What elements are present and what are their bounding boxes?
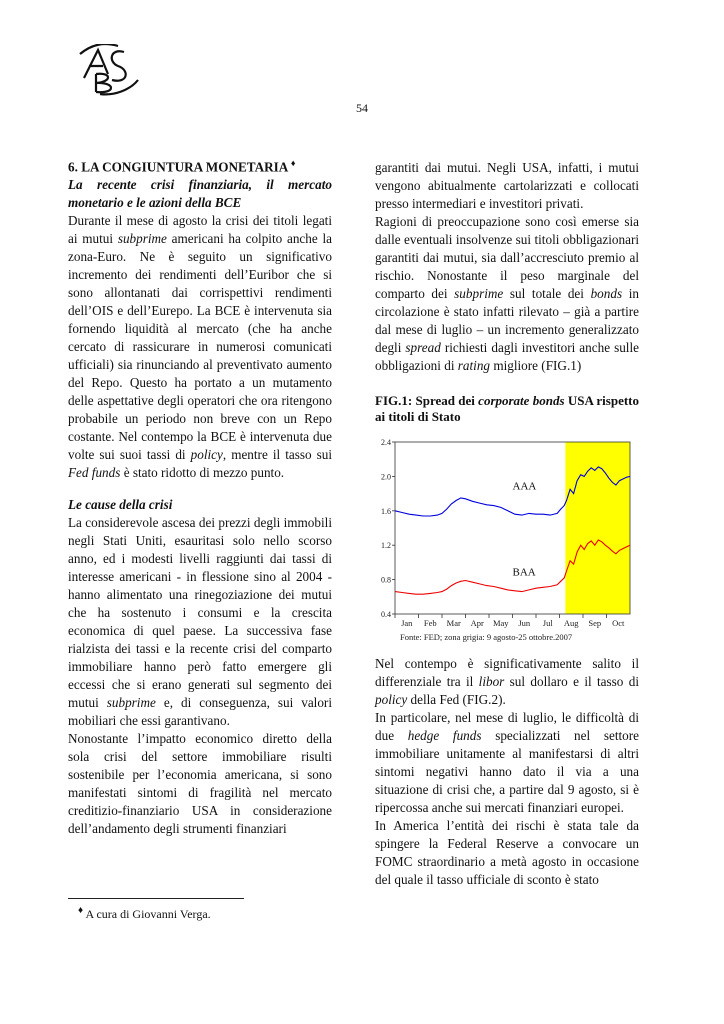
- text-run: FIG.1: Spread dei: [375, 393, 479, 408]
- paragraph: [68, 514, 332, 730]
- text-run: e, di conseguenza, sui valori mobiliari che essi garantivano.: [68, 695, 332, 729]
- text-run-italic: policy: [190, 447, 223, 463]
- y-tick-label: 1.2: [381, 541, 391, 551]
- text-run: sul dollaro e il tasso di: [504, 674, 639, 689]
- footnote: [78, 905, 211, 922]
- series-label-aaa: AAA: [512, 480, 537, 493]
- footnote-rule: [68, 898, 244, 899]
- page-number: 54: [356, 101, 368, 115]
- text-run-italic: policy: [375, 692, 408, 707]
- paragraph: [375, 655, 639, 709]
- figure-title: [375, 393, 639, 425]
- text-run: In particolare, nel mese di luglio, le difficoltà di due: [375, 710, 639, 743]
- text-run: USA rispetto ai titoli di Stato: [375, 393, 639, 424]
- text-run: La considerevole ascesa dei prezzi degli immobili negli Stati Uniti, esauritasi solo nello scorso anno, ed i modesti livelli raggiunti dai tassi di interesse americani - in flessione sino al 2004 - hanno alimentato una rinegoziazione dei mutui che ha sostenuto i consumi e la crescita economica di quel paese. La successiva fase rialzista dei tassi e la recente crisi del comparto immobiliare hanno però fatto emergere gli eccessi che si erano generati sul segmento dei mutui: [68, 515, 332, 711]
- text-run-italic: corporate bonds: [478, 393, 565, 408]
- section-title-text: 6. LA CONGIUNTURA MONETARIA: [68, 159, 288, 175]
- text-run-italic: spread: [405, 340, 441, 355]
- section-subtitle: La recente crisi finanziaria, il mercato monetario e le azioni della BCE: [68, 177, 332, 211]
- y-tick-label: 2.0: [381, 472, 391, 482]
- x-tick-label: Jan: [401, 618, 413, 628]
- y-tick-label: 0.4: [381, 610, 391, 619]
- paragraph: garantiti dai mutui. Negli USA, infatti, i mutui vengono abitualmente cartolarizzati e collocati presso intermediari e investitori privati.: [375, 160, 639, 211]
- y-tick-label: 2.4: [381, 438, 391, 447]
- y-tick-label: 0.8: [381, 575, 391, 585]
- x-tick-label: Jun: [518, 618, 531, 628]
- text-run: migliore (FIG.1): [490, 358, 582, 373]
- text-run: è stato ridotto di mezzo punto.: [120, 465, 285, 481]
- x-tick-label: Jul: [542, 618, 553, 628]
- text-run: specializzati nel settore immobiliare unitamente al manifestarsi di altri sintomi negativi hanno dato il via a una situazione di crisi che, a partire dal 9 agosto, si è ripercossa anche sui mercati finanziari europei.: [375, 728, 639, 815]
- x-tick-label: Sep: [588, 618, 602, 628]
- section-title: [68, 154, 332, 176]
- text-run: sul totale dei: [503, 286, 591, 301]
- y-tick-label: 1.6: [381, 506, 391, 516]
- text-run-italic: hedge funds: [407, 728, 482, 743]
- paragraph: Nonostante l’impatto economico diretto della sola crisi del settore immobiliare risulti sostenibile per l’economia americana, si sono manifestati sintomi di fragilità nel mercato creditizio-finanziario USA in considerazione dell’andamento degli strumenti finanziari: [68, 731, 332, 837]
- paragraph: [375, 709, 639, 817]
- x-tick-label: Apr: [470, 618, 484, 628]
- footnote-marker: ♦: [290, 158, 296, 168]
- text-run: americani ha colpito anche la zona-Euro. Ne è seguito un significativo incremento dei rendimenti dell’Euribor che si sono allontanati dai corrispettivi rendimenti dell’OIS e dell’Eurepo. La BCE è intervenuta sia fornendo liquidità al mercato (che ha anche cercato di rassicurare in numerosi comunicati ufficiali) sia rinunciando al preventivato aumento del Repo. Questo ha portato a un mutamento delle aspettative degli operatori che ora ritengono probabile un periodo non breve con un Repo costante. Nel contempo la BCE è intervenuta due volte sui suoi tassi di: [68, 231, 332, 463]
- chart-source: Fonte: FED; zona grigia: 9 agosto-25 ottobre.2007: [400, 632, 573, 642]
- text-run-italic: subprime: [117, 231, 167, 247]
- text-run-italic: libor: [478, 674, 505, 689]
- text-run: Nel contempo è significativamente salito il differenziale tra il: [375, 656, 639, 689]
- text-run: , mentre il tasso sui: [222, 447, 332, 463]
- text-run: Durante il mese di agosto la crisi dei titoli legati ai mutui: [68, 213, 332, 247]
- subsection-heading: Le cause della crisi: [68, 497, 173, 513]
- series-label-baa: BAA: [512, 566, 536, 579]
- left-column: [68, 154, 332, 838]
- x-tick-label: Aug: [563, 618, 579, 628]
- paragraph: In America l’entità dei rischi è stata tale da spingere la Federal Reserve a convocare un FOMC straordinario a metà agosto in occasione del quale il tasso ufficiale di sconto è stato: [375, 818, 639, 887]
- x-tick-label: Feb: [423, 618, 437, 628]
- asb-logo: [78, 44, 140, 96]
- x-tick-label: May: [492, 618, 509, 628]
- text-run: in circolazione è stato infatti rilevato – già a partire dal mese di luglio – un incremento generalizzato degli: [375, 286, 639, 355]
- text-run-italic: subprime: [106, 695, 156, 711]
- x-tick-label: Oct: [612, 618, 625, 628]
- text-run-italic: bonds: [590, 286, 623, 301]
- text-run: richiesti dagli investitori anche sulle obbligazioni di: [375, 340, 639, 373]
- text-run-italic: Fed funds: [68, 465, 121, 481]
- paragraph: [375, 213, 639, 375]
- x-tick-label: Mar: [446, 618, 461, 628]
- paragraph: [68, 212, 332, 482]
- text-run: della Fed (FIG.2).: [407, 692, 506, 707]
- text-run: Ragioni di preoccupazione sono così emerse sia dalle eventuali insolvenze sui titoli obbligazionari garantiti dai mutui, sia dall’accresciuto premio al rischio. Nonostante il peso marginale del comparto dei: [375, 214, 639, 301]
- text-run-italic: subprime: [454, 286, 504, 301]
- footnote-marker: ♦: [78, 905, 84, 916]
- spread-chart: [375, 432, 640, 648]
- text-run-italic: rating: [457, 358, 491, 373]
- footnote-text: A cura di Giovanni Verga.: [83, 907, 211, 921]
